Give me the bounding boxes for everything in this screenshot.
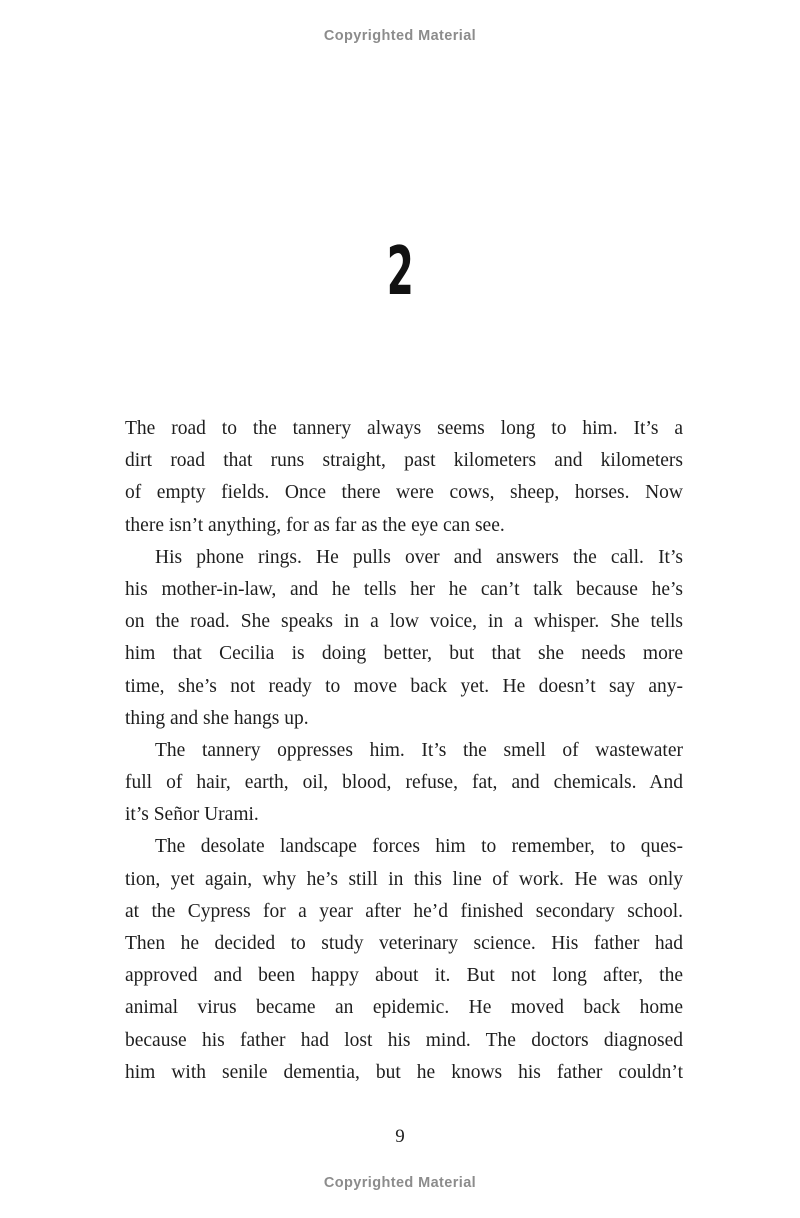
text-line: thing and she hangs up.	[125, 707, 309, 729]
text-line: him with senile dementia, but he knows his father couldn’t	[125, 1061, 683, 1083]
text-line: because his father had lost his mind. The doctors diagnosed	[125, 1029, 683, 1051]
text-line: of empty fields. Once there were cows, sheep, horses. Now	[125, 482, 683, 504]
text-line: time, she’s not ready to move back yet. He doesn’t say any-	[125, 675, 683, 697]
text-line: there isn’t anything, for as far as the eye can see.	[125, 514, 505, 536]
text-line: animal virus became an epidemic. He moved back home	[125, 997, 683, 1019]
copyright-notice-bottom: Copyrighted Material	[323, 1175, 477, 1191]
text-line: his mother-in-law, and he tells her he can’t talk because he’s	[125, 578, 683, 600]
text-line: full of hair, earth, oil, blood, refuse, fat, and chemicals. And	[125, 772, 683, 794]
text-line: on the road. She speaks in a low voice, in a whisper. She tells	[125, 611, 683, 633]
text-line: Then he decided to study veterinary science. His father had	[125, 933, 683, 954]
text-line: him that Cecilia is doing better, but that she needs more	[125, 643, 683, 665]
chapter-number: 2	[386, 232, 414, 310]
text-line: His phone rings. He pulls over and answers the call. It’s	[155, 546, 683, 568]
text-line: tion, yet again, why he’s still in this line of work. He was only	[125, 868, 683, 890]
body-text	[125, 413, 683, 1089]
text-line: approved and been happy about it. But not long after, the	[125, 965, 683, 987]
text-line: at the Cypress for a year after he’d finished secondary school.	[125, 900, 683, 922]
chapter-heading	[0, 232, 800, 310]
copyright-notice-top: Copyrighted Material	[323, 28, 477, 44]
text-line: dirt road that runs straight, past kilometers and kilometers	[125, 450, 683, 472]
text-line: The desolate landscape forces him to remember, to ques-	[155, 836, 683, 858]
text-line: The road to the tannery always seems long to him. It’s a	[125, 418, 683, 439]
text-line: it’s Señor Urami.	[125, 804, 259, 826]
text-line: The tannery oppresses him. It’s the smell of wastewater	[155, 739, 683, 761]
page-number: 9	[395, 1126, 405, 1147]
